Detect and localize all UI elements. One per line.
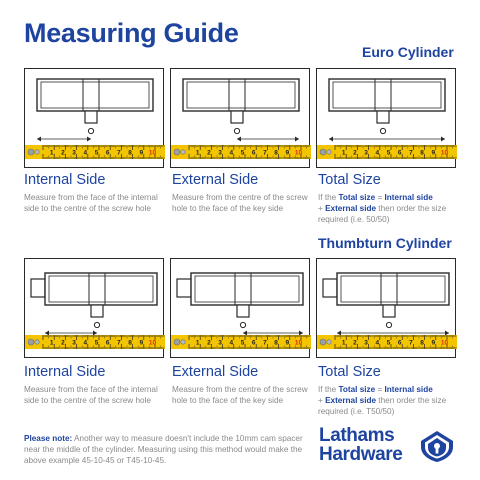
euro-internal-desc: Measure from the face of the internal side to the centre of the screw hole xyxy=(24,193,158,213)
tape-number: 4 xyxy=(375,149,380,157)
cam xyxy=(91,305,103,317)
tape-number: 1 xyxy=(195,339,200,347)
tape-number: 5 xyxy=(386,149,391,157)
screw-hole xyxy=(240,322,245,327)
euro-internal-diagram xyxy=(24,68,164,168)
tape-number: 4 xyxy=(229,339,234,347)
tape-number: 5 xyxy=(386,339,391,347)
tape-number: 10 xyxy=(440,339,449,347)
logo-text: Lathams Hardware xyxy=(319,425,403,465)
measure-arrow-left xyxy=(337,331,341,336)
tape-number: 8 xyxy=(128,339,132,347)
cylinder-body xyxy=(183,79,299,111)
measure-arrow-right xyxy=(299,331,303,336)
euro-total-desc: If the Total size = Internal side + External side then order the size required (i.e. 50/50) xyxy=(318,193,447,224)
tape-number: 2 xyxy=(207,149,211,157)
tape-number: 2 xyxy=(353,149,357,157)
measure-arrow-left xyxy=(37,137,41,142)
screw-hole xyxy=(94,322,99,327)
cylinder-body xyxy=(45,273,157,305)
thumbturn-external-heading: External Side xyxy=(172,364,259,380)
tape-number: 3 xyxy=(72,339,76,347)
thumbturn-total-heading: Total Size xyxy=(318,364,381,380)
tape-number: 9 xyxy=(285,339,290,347)
tape-rivet xyxy=(181,150,185,154)
tape-number: 7 xyxy=(409,149,413,157)
tape-number: 10 xyxy=(294,149,303,157)
cam xyxy=(85,111,97,123)
cylinder-body xyxy=(329,79,445,111)
tape-rivet xyxy=(327,340,331,344)
measure-arrow-left xyxy=(243,331,247,336)
tape-number: 6 xyxy=(397,149,402,157)
tape-number: 1 xyxy=(49,149,54,157)
tape-number: 10 xyxy=(440,149,449,157)
tape-number: 1 xyxy=(49,339,54,347)
thumbturn-total-diagram xyxy=(316,258,456,358)
lathams-hardware-logo xyxy=(319,426,459,466)
tape-number: 8 xyxy=(274,339,278,347)
thumbturn-cylinder-label: Thumbturn Cylinder xyxy=(318,235,452,251)
measure-arrow-right xyxy=(295,137,299,142)
tape-number: 5 xyxy=(240,339,245,347)
tape-number: 7 xyxy=(117,149,121,157)
tape-number: 1 xyxy=(195,149,200,157)
page-title: Measuring Guide xyxy=(24,18,239,48)
measure-arrow-right xyxy=(93,331,97,336)
tape-number: 5 xyxy=(94,149,99,157)
tape-number: 4 xyxy=(83,149,88,157)
tape-number: 1 xyxy=(341,149,346,157)
cylinder-body xyxy=(191,273,303,305)
tape-number: 3 xyxy=(364,149,368,157)
tape-number: 6 xyxy=(251,339,256,347)
tape-number: 6 xyxy=(251,149,256,157)
tape-number: 7 xyxy=(263,339,267,347)
tape-number: 9 xyxy=(431,339,436,347)
tape-rivet xyxy=(174,149,180,155)
cylinder-body xyxy=(337,273,449,305)
tape-number: 7 xyxy=(263,149,267,157)
cam xyxy=(237,305,249,317)
measure-arrow-right xyxy=(441,137,445,142)
tape-rivet xyxy=(174,339,180,345)
tape-rivet xyxy=(320,149,326,155)
tape-number: 2 xyxy=(61,339,65,347)
tape-number: 6 xyxy=(397,339,402,347)
thumbturn-internal-desc: Measure from the face of the internal side to the centre of the screw hole xyxy=(24,385,158,405)
measure-arrow-left xyxy=(237,137,241,142)
tape-number: 2 xyxy=(61,149,65,157)
thumbturn-knob xyxy=(323,279,337,297)
tape-number: 8 xyxy=(274,149,278,157)
thumbturn-knob xyxy=(31,279,45,297)
tape-rivet xyxy=(35,340,39,344)
tape-number: 7 xyxy=(117,339,121,347)
tape-number: 9 xyxy=(139,149,144,157)
tape-rivet xyxy=(327,150,331,154)
euro-external-heading: External Side xyxy=(172,172,259,188)
thumbturn-total-desc: If the Total size = Internal side + External side then order the size required (i.e. T50/50) xyxy=(318,385,447,416)
screw-hole xyxy=(88,128,93,133)
tape-number: 9 xyxy=(285,149,290,157)
thumbturn-internal-diagram xyxy=(24,258,164,358)
tape-number: 5 xyxy=(240,149,245,157)
tape-number: 8 xyxy=(420,149,424,157)
tape-number: 10 xyxy=(148,339,157,347)
tape-rivet xyxy=(28,339,34,345)
tape-number: 7 xyxy=(409,339,413,347)
tape-number: 9 xyxy=(139,339,144,347)
tape-rivet xyxy=(35,150,39,154)
tape-number: 6 xyxy=(105,149,110,157)
tape-rivet xyxy=(320,339,326,345)
tape-number: 6 xyxy=(105,339,110,347)
screw-hole xyxy=(234,128,239,133)
tape-number: 10 xyxy=(294,339,303,347)
measure-arrow-left xyxy=(329,137,333,142)
house-shield-icon xyxy=(419,429,455,463)
tape-rivet xyxy=(28,149,34,155)
tape-number: 3 xyxy=(72,149,76,157)
tape-number: 9 xyxy=(431,149,436,157)
cam xyxy=(383,305,395,317)
thumbturn-knob xyxy=(177,279,191,297)
euro-internal-heading: Internal Side xyxy=(24,172,106,188)
tape-number: 10 xyxy=(148,149,157,157)
tape-number: 8 xyxy=(420,339,424,347)
euro-total-diagram xyxy=(316,68,456,168)
tape-number: 4 xyxy=(229,149,234,157)
tape-number: 5 xyxy=(94,339,99,347)
tape-rivet xyxy=(181,340,185,344)
tape-number: 3 xyxy=(218,339,222,347)
tape-number: 3 xyxy=(364,339,368,347)
tape-number: 3 xyxy=(218,149,222,157)
cam xyxy=(231,111,243,123)
euro-external-desc: Measure from the centre of the screw hole to the face of the key side xyxy=(172,193,308,213)
tape-number: 4 xyxy=(83,339,88,347)
measure-arrow-left xyxy=(45,331,49,336)
measure-arrow-right xyxy=(87,137,91,142)
please-note: Please note: Another way to measure doesn't include the 10mm cam spacer near the middle of the cylinder. Measuring using this method would make the above example 45-10-45 or T45-10-45. xyxy=(24,434,303,465)
screw-hole xyxy=(380,128,385,133)
tape-number: 2 xyxy=(207,339,211,347)
cylinder-body xyxy=(37,79,153,111)
tape-number: 1 xyxy=(341,339,346,347)
cam xyxy=(377,111,389,123)
thumbturn-internal-heading: Internal Side xyxy=(24,364,106,380)
euro-external-diagram xyxy=(170,68,310,168)
tape-number: 8 xyxy=(128,149,132,157)
thumbturn-external-desc: Measure from the centre of the screw hole to the face of the key side xyxy=(172,385,308,405)
euro-total-heading: Total Size xyxy=(318,172,381,188)
tape-number: 4 xyxy=(375,339,380,347)
screw-hole xyxy=(386,322,391,327)
euro-cylinder-label: Euro Cylinder xyxy=(362,44,454,60)
tape-number: 2 xyxy=(353,339,357,347)
thumbturn-external-diagram xyxy=(170,258,310,358)
measure-arrow-right xyxy=(445,331,449,336)
